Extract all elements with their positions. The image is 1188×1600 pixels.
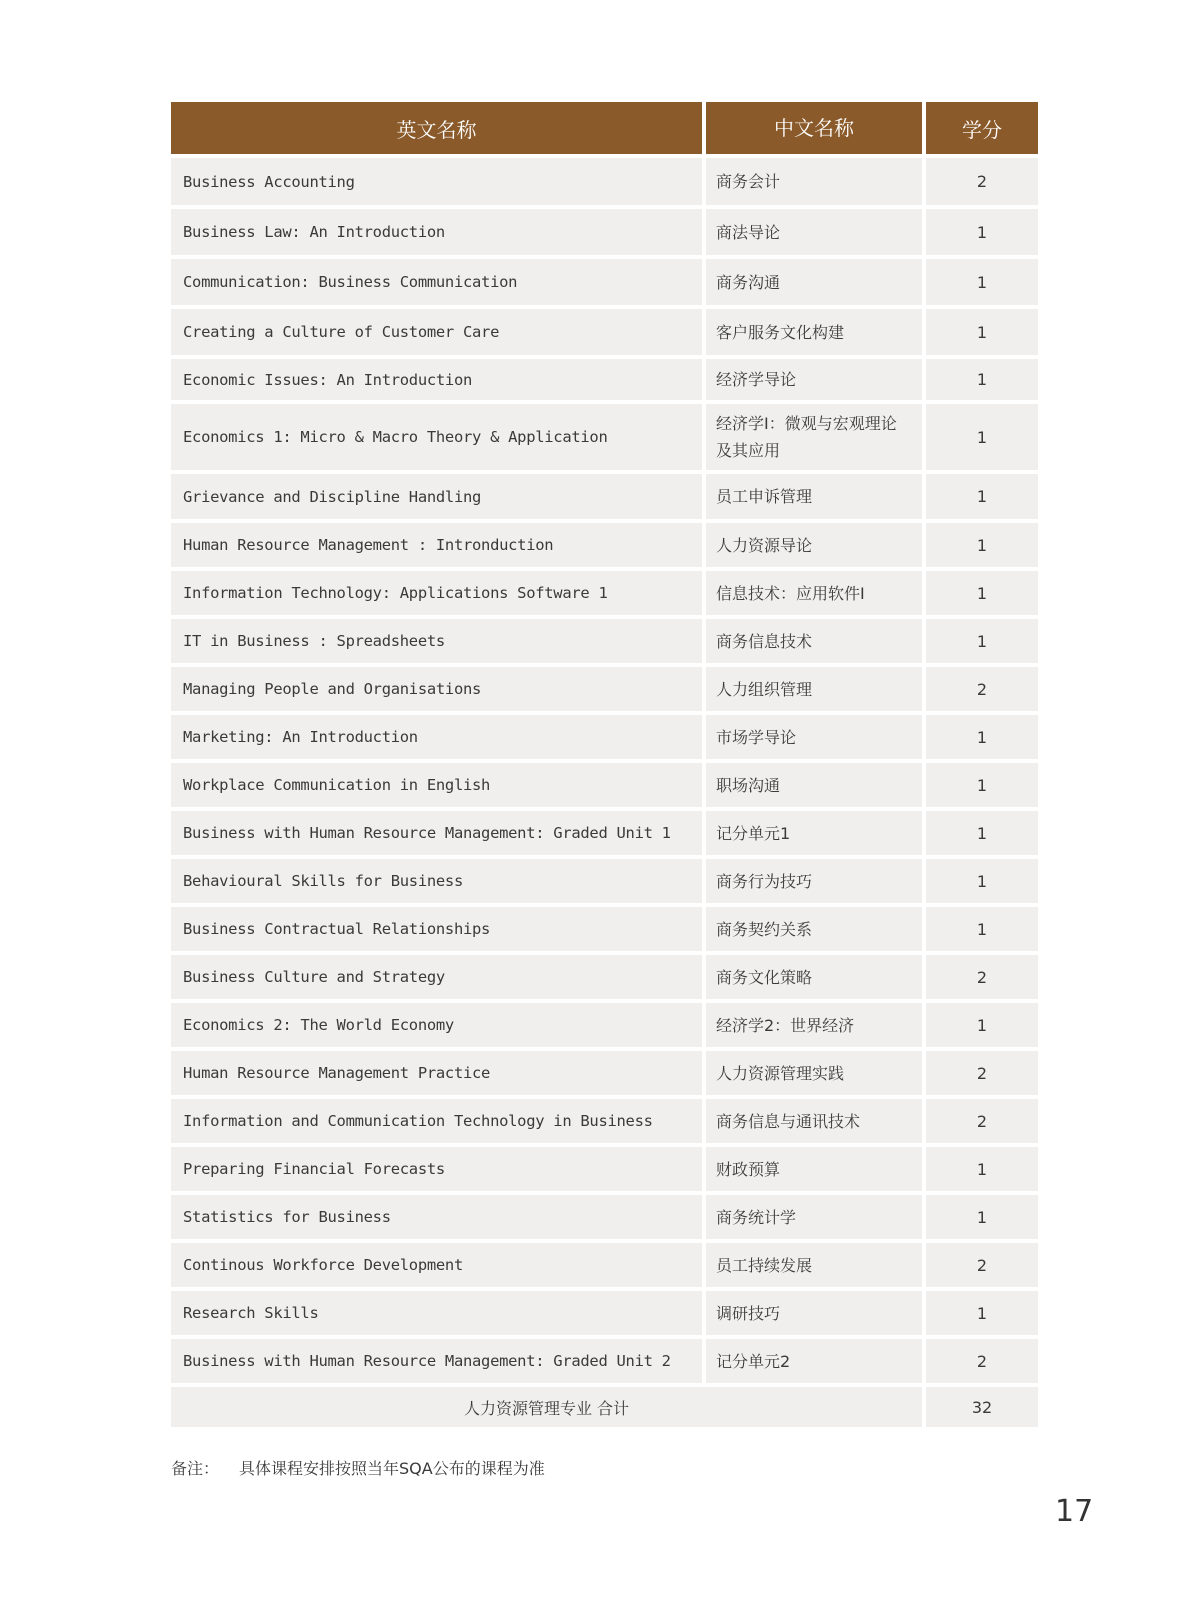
- course-chinese-name: 调研技巧: [706, 1291, 922, 1335]
- course-chinese-name: 市场学导论: [706, 715, 922, 759]
- course-credits: 1: [926, 474, 1038, 519]
- total-row: [171, 1387, 1038, 1427]
- table-row: [171, 1291, 1038, 1335]
- table-row: [171, 1339, 1038, 1383]
- course-chinese-name: 财政预算: [706, 1147, 922, 1191]
- course-english-name: Economics 1: Micro & Macro Theory & Application: [171, 404, 702, 470]
- course-credits: 2: [926, 1339, 1038, 1383]
- course-chinese-name: 商务文化策略: [706, 955, 922, 999]
- course-english-name: Business with Human Resource Management: Graded Unit 1: [171, 811, 702, 855]
- course-english-name: Business Accounting: [171, 158, 702, 205]
- course-english-name: Information Technology: Applications Software 1: [171, 571, 702, 615]
- course-chinese-name: 信息技术：应用软件I: [706, 571, 922, 615]
- course-credits: 2: [926, 1099, 1038, 1143]
- course-credits: 1: [926, 309, 1038, 355]
- course-credits: 2: [926, 158, 1038, 205]
- course-credits: 1: [926, 1195, 1038, 1239]
- course-chinese-name: 人力资源管理实践: [706, 1051, 922, 1095]
- course-english-name: Economics 2: The World Economy: [171, 1003, 702, 1047]
- table-row: [171, 1003, 1038, 1047]
- page-number: 17: [1055, 1494, 1094, 1529]
- course-english-name: Business Contractual Relationships: [171, 907, 702, 951]
- table-header: [171, 102, 1038, 154]
- table-row: [171, 359, 1038, 400]
- course-chinese-name: 员工持续发展: [706, 1243, 922, 1287]
- course-table: [171, 102, 1038, 1431]
- course-chinese-name: 商法导论: [706, 209, 922, 255]
- course-credits: 1: [926, 571, 1038, 615]
- table-row: [171, 309, 1038, 355]
- course-english-name: Preparing Financial Forecasts: [171, 1147, 702, 1191]
- course-english-name: Human Resource Management : Intronduction: [171, 523, 702, 567]
- footnote: [171, 1456, 545, 1479]
- course-credits: 1: [926, 619, 1038, 663]
- header-credits: 学分: [926, 102, 1038, 154]
- course-english-name: Behavioural Skills for Business: [171, 859, 702, 903]
- course-credits: 1: [926, 523, 1038, 567]
- table-row: [171, 1051, 1038, 1095]
- course-credits: 2: [926, 667, 1038, 711]
- course-chinese-name: 商务行为技巧: [706, 859, 922, 903]
- table-row: [171, 1147, 1038, 1191]
- table-row: [171, 474, 1038, 519]
- table-row: [171, 1243, 1038, 1287]
- table-row: [171, 523, 1038, 567]
- course-english-name: Research Skills: [171, 1291, 702, 1335]
- header-chinese-name: 中文名称: [706, 102, 922, 154]
- course-english-name: Workplace Communication in English: [171, 763, 702, 807]
- course-english-name: Information and Communication Technology in Business: [171, 1099, 702, 1143]
- table-row: [171, 907, 1038, 951]
- course-chinese-name: 职场沟通: [706, 763, 922, 807]
- course-credits: 2: [926, 1243, 1038, 1287]
- footnote-label: 备注：: [171, 1459, 220, 1478]
- course-chinese-name: 商务会计: [706, 158, 922, 205]
- course-english-name: Business Culture and Strategy: [171, 955, 702, 999]
- table-row: [171, 259, 1038, 305]
- course-english-name: IT in Business : Spreadsheets: [171, 619, 702, 663]
- table-row: [171, 1099, 1038, 1143]
- table-row: [171, 955, 1038, 999]
- table-row: [171, 404, 1038, 470]
- course-credits: 1: [926, 1291, 1038, 1335]
- course-credits: 1: [926, 259, 1038, 305]
- course-english-name: Business Law: An Introduction: [171, 209, 702, 255]
- course-english-name: Human Resource Management Practice: [171, 1051, 702, 1095]
- course-chinese-name: 商务沟通: [706, 259, 922, 305]
- header-english-name: 英文名称: [171, 102, 702, 154]
- table-row: [171, 811, 1038, 855]
- table-row: [171, 1195, 1038, 1239]
- table-row: [171, 619, 1038, 663]
- course-chinese-name: 人力资源导论: [706, 523, 922, 567]
- course-english-name: Continous Workforce Development: [171, 1243, 702, 1287]
- course-credits: 1: [926, 1003, 1038, 1047]
- course-chinese-name: 记分单元2: [706, 1339, 922, 1383]
- course-credits: 1: [926, 209, 1038, 255]
- course-chinese-name: 商务信息技术: [706, 619, 922, 663]
- total-credits: 32: [926, 1387, 1038, 1427]
- table-row: [171, 715, 1038, 759]
- course-english-name: Communication: Business Communication: [171, 259, 702, 305]
- total-label: 人力资源管理专业 合计: [171, 1387, 922, 1427]
- course-chinese-name: 人力组织管理: [706, 667, 922, 711]
- course-credits: 2: [926, 955, 1038, 999]
- course-credits: 1: [926, 763, 1038, 807]
- course-english-name: Managing People and Organisations: [171, 667, 702, 711]
- course-chinese-name: 经济学导论: [706, 359, 922, 400]
- course-credits: 1: [926, 404, 1038, 470]
- course-english-name: Economic Issues: An Introduction: [171, 359, 702, 400]
- table-row: [171, 158, 1038, 205]
- course-english-name: Creating a Culture of Customer Care: [171, 309, 702, 355]
- course-credits: 1: [926, 715, 1038, 759]
- course-english-name: Grievance and Discipline Handling: [171, 474, 702, 519]
- table-row: [171, 209, 1038, 255]
- course-chinese-name: 商务统计学: [706, 1195, 922, 1239]
- course-english-name: Business with Human Resource Management: Graded Unit 2: [171, 1339, 702, 1383]
- table-row: [171, 763, 1038, 807]
- course-credits: 2: [926, 1051, 1038, 1095]
- course-credits: 1: [926, 907, 1038, 951]
- course-chinese-name: 商务信息与通讯技术: [706, 1099, 922, 1143]
- footnote-text: 具体课程安排按照当年SQA公布的课程为准: [239, 1459, 545, 1478]
- course-chinese-name: 经济学2：世界经济: [706, 1003, 922, 1047]
- course-chinese-name: 员工申诉管理: [706, 474, 922, 519]
- course-credits: 1: [926, 811, 1038, 855]
- course-credits: 1: [926, 1147, 1038, 1191]
- course-credits: 1: [926, 359, 1038, 400]
- course-chinese-name: 客户服务文化构建: [706, 309, 922, 355]
- table-row: [171, 667, 1038, 711]
- course-english-name: Marketing: An Introduction: [171, 715, 702, 759]
- course-chinese-name: 商务契约关系: [706, 907, 922, 951]
- course-credits: 1: [926, 859, 1038, 903]
- table-row: [171, 571, 1038, 615]
- course-english-name: Statistics for Business: [171, 1195, 702, 1239]
- table-body: [171, 158, 1038, 1383]
- course-chinese-name: 记分单元1: [706, 811, 922, 855]
- course-chinese-name: 经济学I：微观与宏观理论及其应用: [706, 404, 922, 470]
- table-row: [171, 859, 1038, 903]
